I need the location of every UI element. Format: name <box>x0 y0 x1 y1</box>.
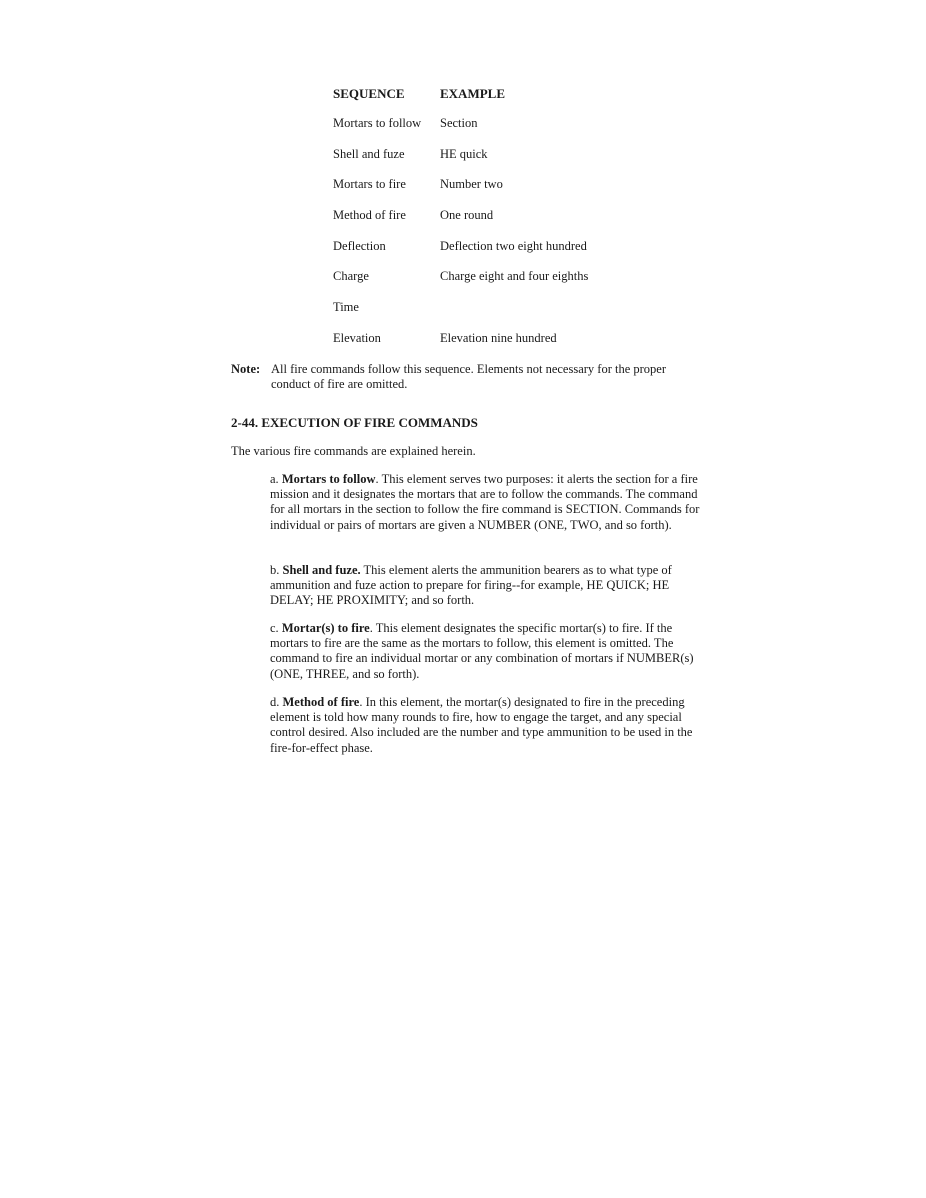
sequence-cell: Mortars to fire <box>333 177 406 192</box>
example-cell: Charge eight and four eighths <box>440 269 589 284</box>
example-cell: Deflection two eight hundred <box>440 238 587 253</box>
paragraph-mortars-to-follow <box>270 472 702 533</box>
paragraph-title: Method of fire <box>282 695 360 709</box>
table-row <box>333 331 588 362</box>
section-heading: 2-44. EXECUTION OF FIRE COMMANDS <box>231 415 478 430</box>
example-cell: Elevation nine hundred <box>440 330 557 345</box>
paragraph-text: . This element designates the specific mortar(s) to fire. If the mortars to fire are the same as the mortars to follow, this element is omitted. The command to fire an individual mortar or any combination of mortars if NUMBER(s) (ONE, THREE, and so forth). <box>270 621 694 681</box>
table-row <box>333 300 588 331</box>
sequence-cell: Elevation <box>333 330 381 345</box>
example-cell: Number two <box>440 177 503 192</box>
table-row <box>333 177 588 208</box>
paragraph-text: This element alerts the ammunition bearers as to what type of ammunition and fuze action to prepare for firing--for example, HE QUICK; HE DELAY; HE PROXIMITY; and so forth. <box>270 563 672 608</box>
table-row <box>333 269 588 300</box>
example-cell <box>440 300 588 331</box>
example-cell: Section <box>440 116 478 130</box>
sequence-cell: Mortars to follow <box>333 116 422 130</box>
sequence-cell: Time <box>333 300 359 315</box>
section-intro: The various fire commands are explained herein. <box>231 444 476 458</box>
example-cell: HE quick <box>440 146 488 161</box>
table-row <box>333 147 588 178</box>
paragraph-prefix: d. <box>270 695 280 709</box>
note-label: Note: <box>231 362 261 376</box>
paragraph-title: Mortars to follow <box>281 472 376 486</box>
example-cell: One round <box>440 208 494 223</box>
paragraph-method-of-fire <box>270 695 702 756</box>
table-row <box>333 208 588 239</box>
paragraph-shell-and-fuze <box>270 563 702 609</box>
paragraph-title: Mortar(s) to fire <box>281 621 370 635</box>
header-example: EXAMPLE <box>440 86 505 101</box>
paragraph-text: . In this element, the mortar(s) designated to fire in the preceding element is told how many rounds to fire, how to engage the target, and any special control desired. Also included are the number and type ammunition to be used in the fire-for-effect phase. <box>270 695 693 755</box>
sequence-cell: Deflection <box>333 238 386 253</box>
sequence-cell: Method of fire <box>333 208 406 223</box>
table-header-row <box>333 86 588 116</box>
paragraph-prefix: a. <box>270 472 279 486</box>
sequence-table <box>333 86 588 362</box>
paragraph-mortars-to-fire <box>270 621 702 682</box>
paragraph-text: . This element serves two purposes: it alerts the section for a fire mission and it designates the mortars that are to follow the commands. The command for all mortars in the section to follow the fire command is SECTION. Commands for individual or pairs of mortars are given a NUMBER (ONE, TWO, and so forth). <box>270 472 700 532</box>
paragraph-title: Shell and fuze. <box>282 563 361 577</box>
note-text: All fire commands follow this sequence. Elements not necessary for the proper conduct of fire are omitted. <box>271 362 667 391</box>
paragraph-prefix: c. <box>270 621 279 635</box>
sequence-cell: Shell and fuze <box>333 146 405 161</box>
paragraph-prefix: b. <box>270 563 280 577</box>
note-block <box>231 362 701 392</box>
sequence-cell: Charge <box>333 269 369 284</box>
header-sequence: SEQUENCE <box>333 86 405 101</box>
table-row <box>333 239 588 270</box>
table-row <box>333 116 588 147</box>
